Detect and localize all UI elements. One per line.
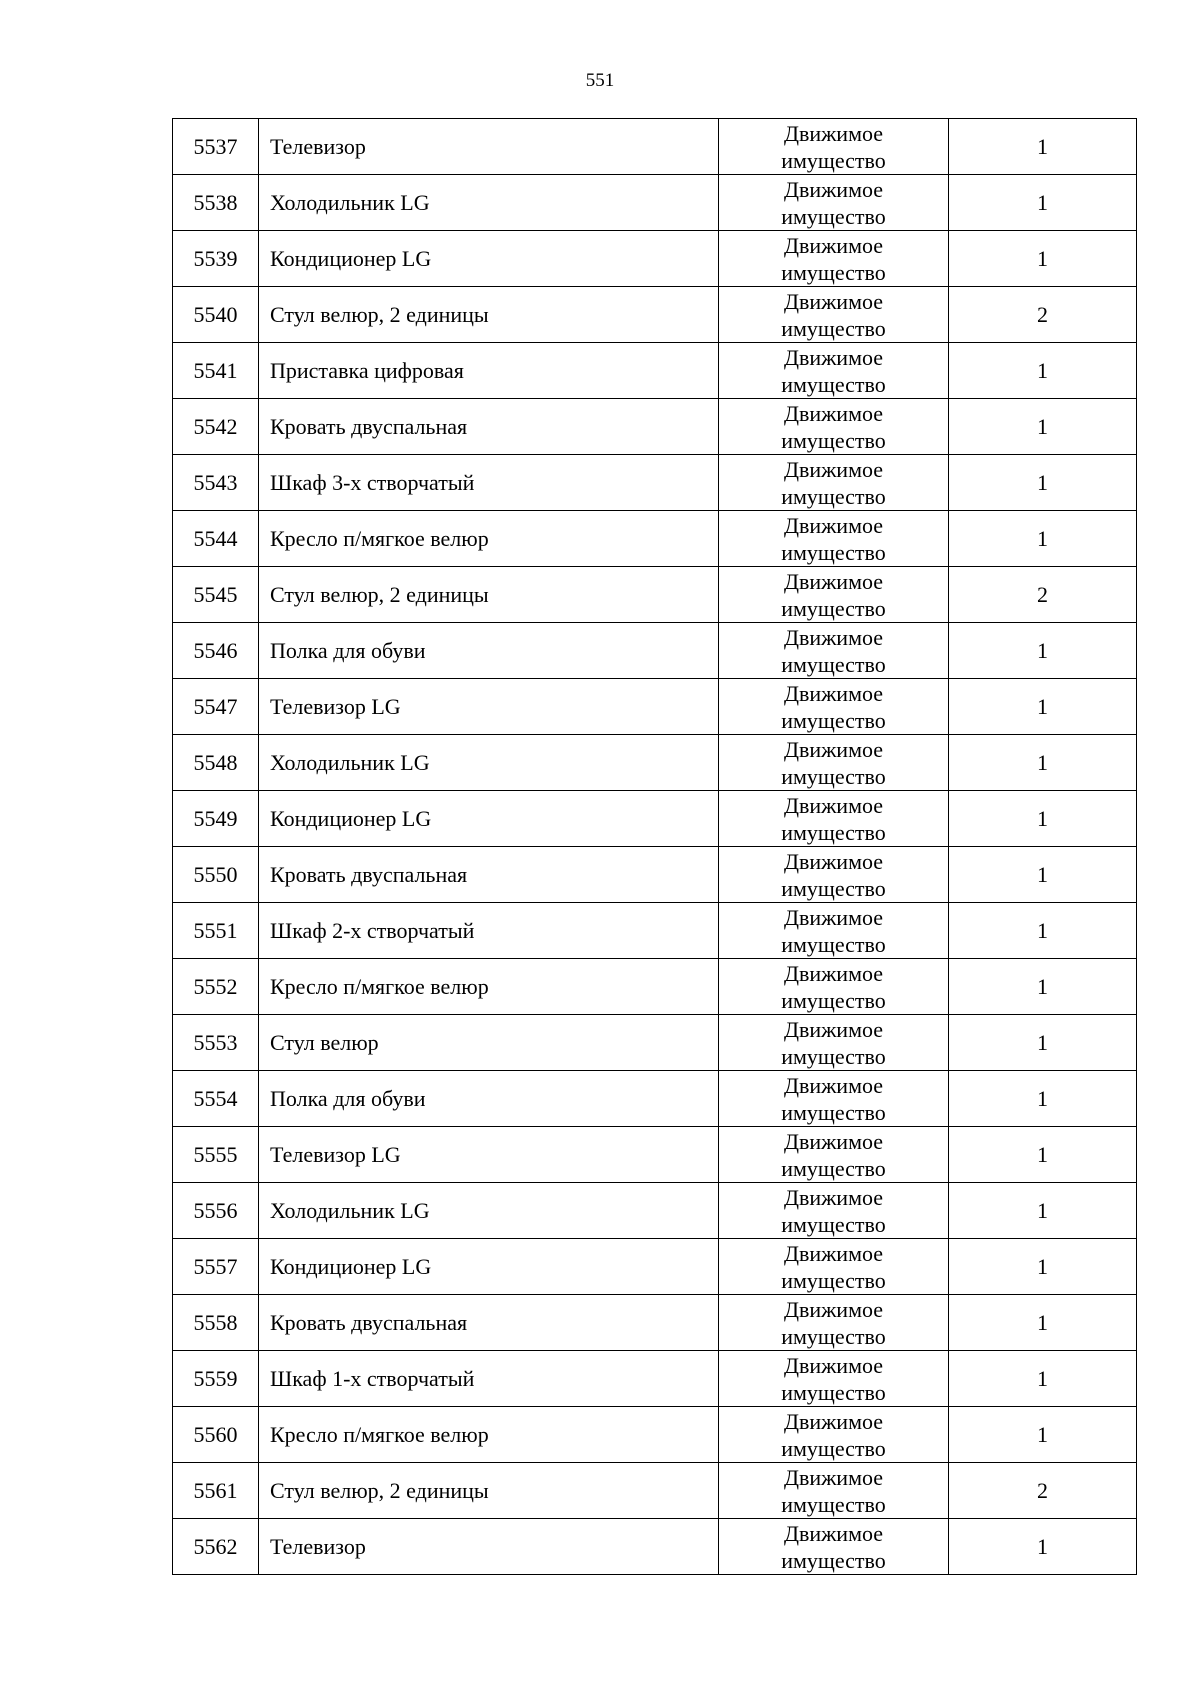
property-type-cell [719,1183,949,1239]
property-type-label: Движимое имущество [781,736,886,789]
property-type-label: Движимое имущество [781,792,886,845]
property-type-cell [719,1071,949,1127]
table-row [173,903,1137,959]
item-name-cell: Кровать двуспальная [259,847,719,903]
property-type-cell [719,679,949,735]
property-type-cell [719,511,949,567]
property-type-label: Движимое имущество [781,288,886,341]
quantity-cell: 1 [949,1351,1137,1407]
item-name-cell: Кровать двуспальная [259,1295,719,1351]
quantity-cell: 1 [949,791,1137,847]
item-number-cell: 5538 [173,175,259,231]
table-row [173,959,1137,1015]
item-name-cell: Стул велюр [259,1015,719,1071]
item-number-cell: 5553 [173,1015,259,1071]
property-type-label: Движимое имущество [781,120,886,173]
item-number-cell: 5548 [173,735,259,791]
property-type-cell [719,399,949,455]
item-number-cell: 5546 [173,623,259,679]
table-row [173,119,1137,175]
quantity-cell: 2 [949,287,1137,343]
quantity-cell: 1 [949,1071,1137,1127]
quantity-cell: 1 [949,1239,1137,1295]
item-name-cell: Шкаф 2-х створчатый [259,903,719,959]
item-name-cell: Кровать двуспальная [259,399,719,455]
item-number-cell: 5547 [173,679,259,735]
table-row [173,1127,1137,1183]
quantity-cell: 2 [949,1463,1137,1519]
quantity-cell: 1 [949,343,1137,399]
quantity-cell: 2 [949,567,1137,623]
item-number-cell: 5540 [173,287,259,343]
table-row [173,399,1137,455]
item-number-cell: 5550 [173,847,259,903]
item-number-cell: 5558 [173,1295,259,1351]
item-number-cell: 5556 [173,1183,259,1239]
item-name-cell: Холодильник LG [259,735,719,791]
inventory-table-body [173,119,1137,1575]
property-type-label: Движимое имущество [781,680,886,733]
quantity-cell: 1 [949,959,1137,1015]
property-type-label: Движимое имущество [781,344,886,397]
table-row [173,1295,1137,1351]
table-row [173,623,1137,679]
property-type-label: Движимое имущество [781,960,886,1013]
item-number-cell: 5560 [173,1407,259,1463]
table-row [173,791,1137,847]
table-row [173,1071,1137,1127]
property-type-cell [719,959,949,1015]
item-name-cell: Полка для обуви [259,623,719,679]
table-row [173,287,1137,343]
item-number-cell: 5561 [173,1463,259,1519]
item-number-cell: 5549 [173,791,259,847]
item-name-cell: Стул велюр, 2 единицы [259,287,719,343]
item-name-cell: Стул велюр, 2 единицы [259,567,719,623]
item-number-cell: 5552 [173,959,259,1015]
item-name-cell: Кресло п/мягкое велюр [259,959,719,1015]
table-row [173,1407,1137,1463]
property-type-label: Движимое имущество [781,1128,886,1181]
property-type-cell [719,231,949,287]
inventory-table [172,118,1137,1575]
quantity-cell: 1 [949,847,1137,903]
item-number-cell: 5557 [173,1239,259,1295]
quantity-cell: 1 [949,735,1137,791]
property-type-label: Движимое имущество [781,568,886,621]
property-type-cell [719,1015,949,1071]
item-number-cell: 5562 [173,1519,259,1575]
table-row [173,1463,1137,1519]
item-name-cell: Телевизор LG [259,1127,719,1183]
quantity-cell: 1 [949,1295,1137,1351]
item-name-cell: Шкаф 3-х створчатый [259,455,719,511]
table-row [173,1239,1137,1295]
item-name-cell: Телевизор LG [259,679,719,735]
item-number-cell: 5555 [173,1127,259,1183]
property-type-cell [719,1127,949,1183]
item-name-cell: Холодильник LG [259,1183,719,1239]
property-type-label: Движимое имущество [781,1296,886,1349]
property-type-label: Движимое имущество [781,904,886,957]
property-type-label: Движимое имущество [781,1408,886,1461]
item-number-cell: 5543 [173,455,259,511]
table-row [173,567,1137,623]
quantity-cell: 1 [949,1407,1137,1463]
quantity-cell: 1 [949,455,1137,511]
property-type-label: Движимое имущество [781,176,886,229]
property-type-label: Движимое имущество [781,456,886,509]
property-type-cell [719,791,949,847]
item-name-cell: Кондиционер LG [259,791,719,847]
item-name-cell: Кондиционер LG [259,231,719,287]
item-name-cell: Холодильник LG [259,175,719,231]
item-number-cell: 5537 [173,119,259,175]
item-number-cell: 5551 [173,903,259,959]
table-row [173,679,1137,735]
property-type-label: Движимое имущество [781,512,886,565]
table-row [173,1351,1137,1407]
item-name-cell: Полка для обуви [259,1071,719,1127]
item-name-cell: Стул велюр, 2 единицы [259,1463,719,1519]
property-type-label: Движимое имущество [781,1464,886,1517]
property-type-cell [719,847,949,903]
table-row [173,1015,1137,1071]
property-type-label: Движимое имущество [781,1240,886,1293]
item-number-cell: 5541 [173,343,259,399]
property-type-cell [719,1463,949,1519]
table-row [173,847,1137,903]
property-type-cell [719,1295,949,1351]
property-type-cell [719,455,949,511]
item-name-cell: Кресло п/мягкое велюр [259,511,719,567]
property-type-cell [719,287,949,343]
property-type-cell [719,903,949,959]
quantity-cell: 1 [949,119,1137,175]
table-row [173,1183,1137,1239]
table-row [173,735,1137,791]
quantity-cell: 1 [949,231,1137,287]
table-row [173,455,1137,511]
table-row [173,343,1137,399]
quantity-cell: 1 [949,679,1137,735]
item-name-cell: Телевизор [259,1519,719,1575]
item-name-cell: Телевизор [259,119,719,175]
item-name-cell: Кресло п/мягкое велюр [259,1407,719,1463]
quantity-cell: 1 [949,903,1137,959]
property-type-label: Движимое имущество [781,1016,886,1069]
table-row [173,175,1137,231]
property-type-cell [719,1407,949,1463]
property-type-cell [719,735,949,791]
property-type-label: Движимое имущество [781,848,886,901]
item-name-cell: Приставка цифровая [259,343,719,399]
quantity-cell: 1 [949,1127,1137,1183]
quantity-cell: 1 [949,1183,1137,1239]
property-type-label: Движимое имущество [781,1184,886,1237]
table-row [173,1519,1137,1575]
table-row [173,231,1137,287]
item-number-cell: 5542 [173,399,259,455]
item-name-cell: Шкаф 1-х створчатый [259,1351,719,1407]
quantity-cell: 1 [949,1015,1137,1071]
item-number-cell: 5545 [173,567,259,623]
property-type-cell [719,567,949,623]
item-number-cell: 5554 [173,1071,259,1127]
property-type-label: Движимое имущество [781,1072,886,1125]
quantity-cell: 1 [949,511,1137,567]
page-number: 551 [585,70,615,91]
property-type-cell [719,175,949,231]
property-type-label: Движимое имущество [781,400,886,453]
property-type-label: Движимое имущество [781,624,886,677]
quantity-cell: 1 [949,175,1137,231]
property-type-cell [719,1239,949,1295]
property-type-label: Движимое имущество [781,232,886,285]
quantity-cell: 1 [949,623,1137,679]
quantity-cell: 1 [949,399,1137,455]
property-type-cell [719,1519,949,1575]
property-type-cell [719,119,949,175]
property-type-label: Движимое имущество [781,1352,886,1405]
property-type-cell [719,623,949,679]
item-number-cell: 5539 [173,231,259,287]
property-type-label: Движимое имущество [781,1520,886,1573]
quantity-cell: 1 [949,1519,1137,1575]
property-type-cell [719,343,949,399]
property-type-cell [719,1351,949,1407]
item-number-cell: 5559 [173,1351,259,1407]
item-name-cell: Кондиционер LG [259,1239,719,1295]
table-row [173,511,1137,567]
item-number-cell: 5544 [173,511,259,567]
